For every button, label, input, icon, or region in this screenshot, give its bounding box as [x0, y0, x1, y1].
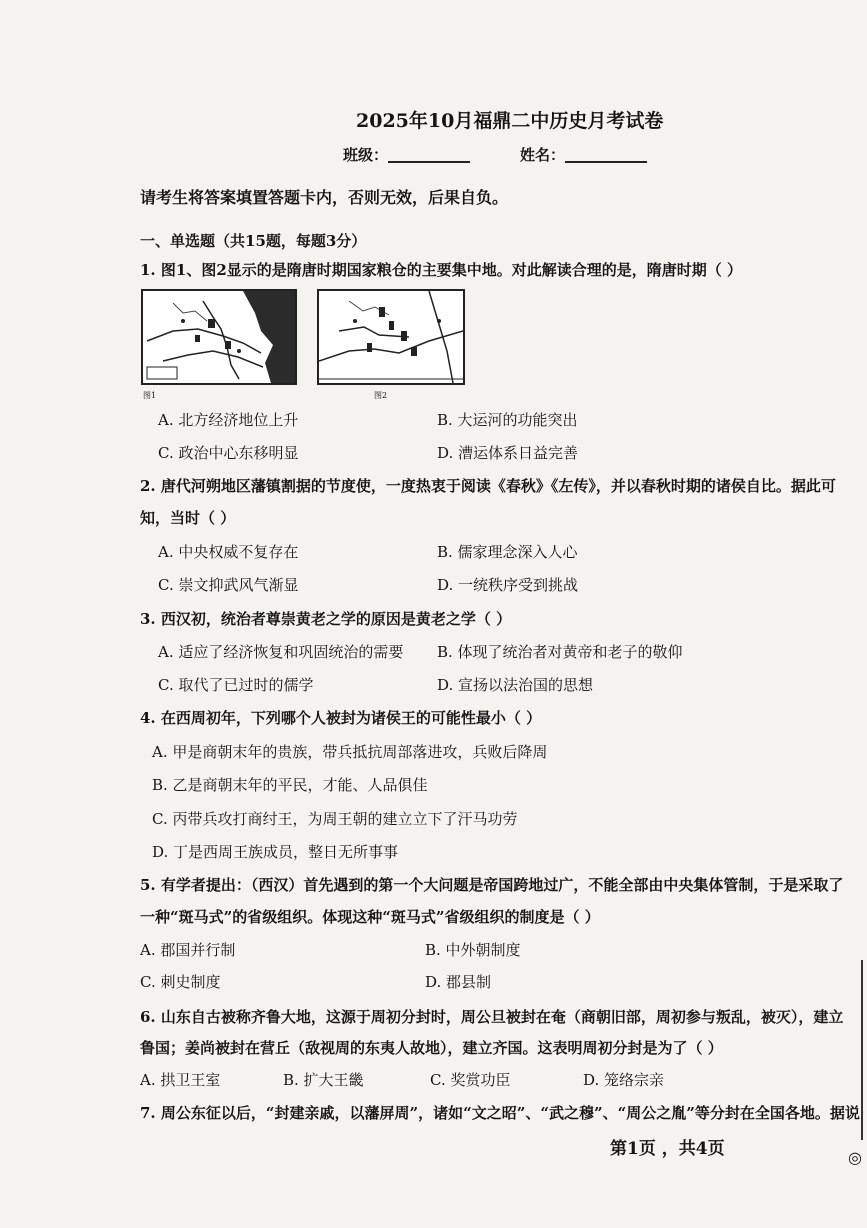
name-blank — [565, 161, 647, 163]
q6-option-b: B. 扩大王畿 — [283, 1071, 364, 1089]
scan-edge-line — [861, 960, 863, 1140]
q2-stem-line2: 知，当时（ ） — [140, 509, 236, 527]
q5-option-c: C. 刺史制度 — [140, 973, 221, 991]
q3-option-d: D. 宣扬以法治国的思想 — [437, 676, 594, 694]
q3-option-a: A. 适应了经济恢复和巩固统治的需要 — [158, 643, 404, 661]
q3-option-c: C. 取代了已过时的儒学 — [158, 676, 314, 694]
q1-stem: 1. 图1、图2显示的是隋唐时期国家粮仓的主要集中地。对此解读合理的是，隋唐时期（ ） — [140, 261, 742, 279]
q5-stem-line1: 5. 有学者提出：（西汉）首先遇到的第一个大问题是帝国跨地过广，不能全部由中央集体管制，于是采取了 — [140, 876, 844, 894]
figure-2-caption: 图2 — [374, 391, 388, 400]
q4-option-c: C. 丙带兵攻打商纣王，为周王朝的建立立下了汗马功劳 — [152, 810, 518, 828]
figure-1-caption: 图1 — [143, 391, 157, 400]
exam-instruction: 请考生将答案填置答题卡内，否则无效，后果自负。 — [140, 188, 509, 207]
q5-option-a: A. 郡国并行制 — [140, 941, 236, 959]
q6-option-d: D. 笼络宗亲 — [583, 1071, 665, 1089]
q6-option-c: C. 奖赏功臣 — [430, 1071, 511, 1089]
q4-option-a: A. 甲是商朝末年的贵族，带兵抵抗周部落进攻，兵败后降周 — [152, 743, 548, 761]
q1-option-b: B. 大运河的功能突出 — [437, 411, 578, 429]
name-field — [520, 148, 647, 163]
margin-mark: ◎ — [848, 1148, 862, 1167]
name-label: 姓名： — [520, 146, 566, 164]
figure-1-map — [141, 289, 297, 385]
class-label: 班级： — [343, 146, 389, 164]
q1-option-d: D. 漕运体系日益完善 — [437, 444, 579, 462]
q2-option-a: A. 中央权威不复存在 — [158, 543, 299, 561]
q6-option-a: A. 拱卫王室 — [140, 1071, 221, 1089]
q7-stem-line1: 7. 周公东征以后，“封建亲戚，以藩屏周”，诸如“文之昭”、“武之穆”、“周公之胤”等分封在全国各地。据说 — [140, 1104, 860, 1122]
q5-stem-line2: 一种“斑马式”的省级组织。体现这种“斑马式”省级组织的制度是（ ） — [140, 908, 600, 926]
class-field — [343, 148, 470, 163]
q2-option-c: C. 崇文抑武风气渐显 — [158, 576, 299, 594]
q4-option-b: B. 乙是商朝末年的平民，才能、人品俱佳 — [152, 776, 428, 794]
q5-option-b: B. 中外朝制度 — [425, 941, 521, 959]
q3-stem: 3. 西汉初，统治者尊崇黄老之学的原因是黄老之学（ ） — [140, 610, 512, 628]
q6-stem-line2: 鲁国；姜尚被封在营丘（敌视周的东夷人故地），建立齐国。这表明周初分封是为了（ ） — [140, 1039, 723, 1057]
q2-option-b: B. 儒家理念深入人心 — [437, 543, 578, 561]
q1-option-c: C. 政治中心东移明显 — [158, 444, 299, 462]
page-number: 第1页 ，共4页 — [610, 1139, 725, 1159]
page-title: 2025年10月福鼎二中历史月考试卷 — [356, 110, 664, 132]
q4-stem: 4. 在西周初年，下列哪个人被封为诸侯王的可能性最小（ ） — [140, 709, 542, 727]
q6-stem-line1: 6. 山东自古被称齐鲁大地，这源于周初分封时，周公旦被封在奄（商朝旧部，周初参与叛乱，被灭），建立 — [140, 1008, 844, 1026]
class-blank — [388, 161, 470, 163]
q4-option-d: D. 丁是西周王族成员，整日无所事事 — [152, 843, 399, 861]
q2-stem-line1: 2. 唐代河朔地区藩镇割据的节度使，一度热衷于阅读《春秋》《左传》，并以春秋时期的诸侯自比。据此可 — [140, 477, 836, 495]
figure-2-map — [317, 289, 465, 385]
q2-option-d: D. 一统秩序受到挑战 — [437, 576, 579, 594]
q3-option-b: B. 体现了统治者对黄帝和老子的敬仰 — [437, 643, 683, 661]
figure-1-map-graphic — [143, 291, 295, 383]
q5-option-d: D. 郡县制 — [425, 973, 492, 991]
figure-2-map-graphic — [319, 291, 463, 383]
q1-option-a: A. 北方经济地位上升 — [158, 411, 299, 429]
section-heading: 一、单选题（共15题，每题3分） — [140, 232, 367, 250]
